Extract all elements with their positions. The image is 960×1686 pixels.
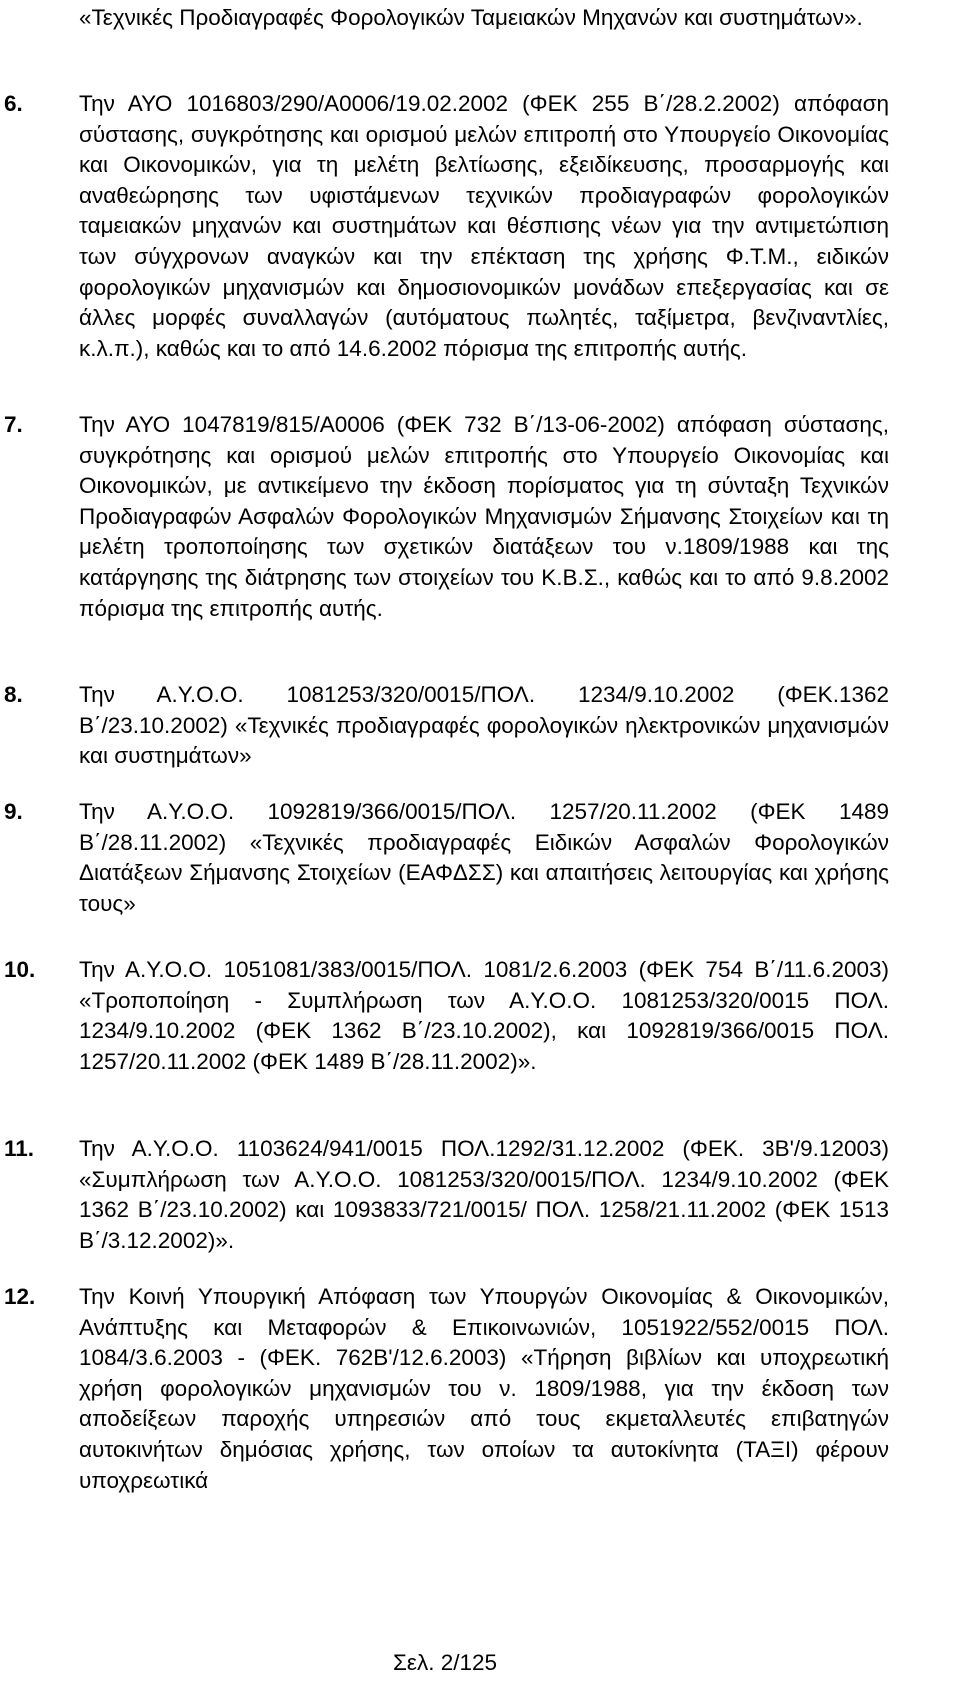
- item-number: 10.: [4, 957, 36, 982]
- item-text: Την Α.Υ.Ο.Ο. 1092819/366/0015/ΠΟΛ. 1257/20.11.2002 (ΦΕΚ 1489 Β΄/28.11.2002) «Τεχνικές προδιαγραφές Ειδικών Ασφαλών Φορολογικών Διατάξεων Σήμανσης Στοιχείων (ΕΑΦΔΣΣ) και απαιτήσεις λειτουργίας και χρήσης τους»: [79, 799, 889, 916]
- item-text: Την Α.Υ.Ο.Ο. 1051081/383/0015/ΠΟΛ. 1081/2.6.2003 (ΦΕΚ 754 Β΄/11.6.2003) «Τροποποίηση - Συμπλήρωση των Α.Υ.Ο.Ο. 1081253/320/0015 ΠΟΛ. 1234/9.10.2002 (ΦΕΚ 1362 Β΄/23.10.2002), και 1092819/366/0015 ΠΟΛ. 1257/20.11.2002 (ΦΕΚ 1489 Β΄/28.11.2002)».: [79, 957, 889, 1074]
- item-text: Την Κοινή Υπουργική Απόφαση των Υπουργών Οικονομίας & Οικονομικών, Ανάπτυξης και Μεταφορών & Επικοινωνιών, 1051922/552/0015 ΠΟΛ. 1084/3.6.2003 - (ΦΕΚ. 762Β'/12.6.2003) «Τήρηση βιβλίων και υποχρεωτική χρήση φορολογικών μηχανισμών του ν. 1809/1988, για την έκδοση των αποδείξεων παροχής υπηρεσιών από τους εκμεταλλευτές επιβατηγών αυτοκινήτων δημόσιας χρήσης, των οποίων τα αυτοκίνητα (ΤΑΞΙ) φέρουν υποχρεωτικά: [79, 1284, 889, 1493]
- item-text: Την ΑΥΟ 1016803/290/Α0006/19.02.2002 (ΦΕΚ 255 Β΄/28.2.2002) απόφαση σύστασης, συγκρότησης και ορισμού μελών επιτροπή στο Υπουργείο Οικονομίας και Οικονομικών, για τη μελέτη βελτίωσης, εξειδίκευσης, προσαρμογής και αναθεώρησης των υφιστάμενων τεχνικών προδιαγραφών φορολογικών ταμειακών μηχανών και συστημάτων και θέσπισης νέων για την αντιμετώπιση των σύγχρονων αναγκών και την επέκταση της χρήσης Φ.Τ.Μ., ειδικών φορολογικών μηχανισμών και δημοσιονομικών μονάδων επεξεργασίας και σε άλλες μορφές συναλλαγών (αυτόματους πωλητές, ταξίμετρα, βενζιναντλίες, κ.λ.π.), καθώς και το από 14.6.2002 πόρισμα της επιτροπής αυτής.: [79, 91, 889, 361]
- item-number: 7.: [4, 412, 23, 437]
- item-number: 12.: [4, 1284, 36, 1309]
- item-number: 8.: [4, 682, 23, 707]
- page-number-footer: Σελ. 2/125: [393, 1650, 497, 1675]
- intro-paragraph: «Τεχνικές Προδιαγραφές Φορολογικών Ταμειακών Μηχανών και συστημάτων».: [79, 5, 863, 30]
- item-number: 6.: [4, 91, 23, 116]
- item-number: 9.: [4, 799, 23, 824]
- item-number: 11.: [4, 1136, 35, 1161]
- item-text: Την ΑΥΟ 1047819/815/Α0006 (ΦΕΚ 732 Β΄/13-06-2002) απόφαση σύστασης, συγκρότησης και ορισμού μελών επιτροπής στο Υπουργείο Οικονομίας και Οικονομικών, με αντικείμενο την έκδοση πορίσματος για τη σύνταξη Τεχνικών Προδιαγραφών Ασφαλών Φορολογικών Μηχανισμών Σήμανσης Στοιχείων και τη μελέτη τροποποίησης των σχετικών διατάξεων του ν.1809/1988 και της κατάργησης της διάτρησης των στοιχείων του Κ.Β.Σ., καθώς και το από 9.8.2002 πόρισμα της επιτροπής αυτής.: [79, 412, 889, 621]
- item-text: Την Α.Υ.Ο.Ο. 1103624/941/0015 ΠΟΛ.1292/31.12.2002 (ΦΕΚ. 3Β'/9.12003) «Συμπλήρωση των Α.Υ.Ο.Ο. 1081253/320/0015/ΠΟΛ. 1234/9.10.2002 (ΦΕΚ 1362 Β΄/23.10.2002) και 1093833/721/0015/ ΠΟΛ. 1258/21.11.2002 (ΦΕΚ 1513 Β΄/3.12.2002)».: [79, 1136, 889, 1253]
- item-text: Την Α.Υ.Ο.Ο. 1081253/320/0015/ΠΟΛ. 1234/9.10.2002 (ΦΕΚ.1362 Β΄/23.10.2002) «Τεχνικές προδιαγραφές φορολογικών ηλεκτρονικών μηχανισμών και συστημάτων»: [79, 682, 889, 769]
